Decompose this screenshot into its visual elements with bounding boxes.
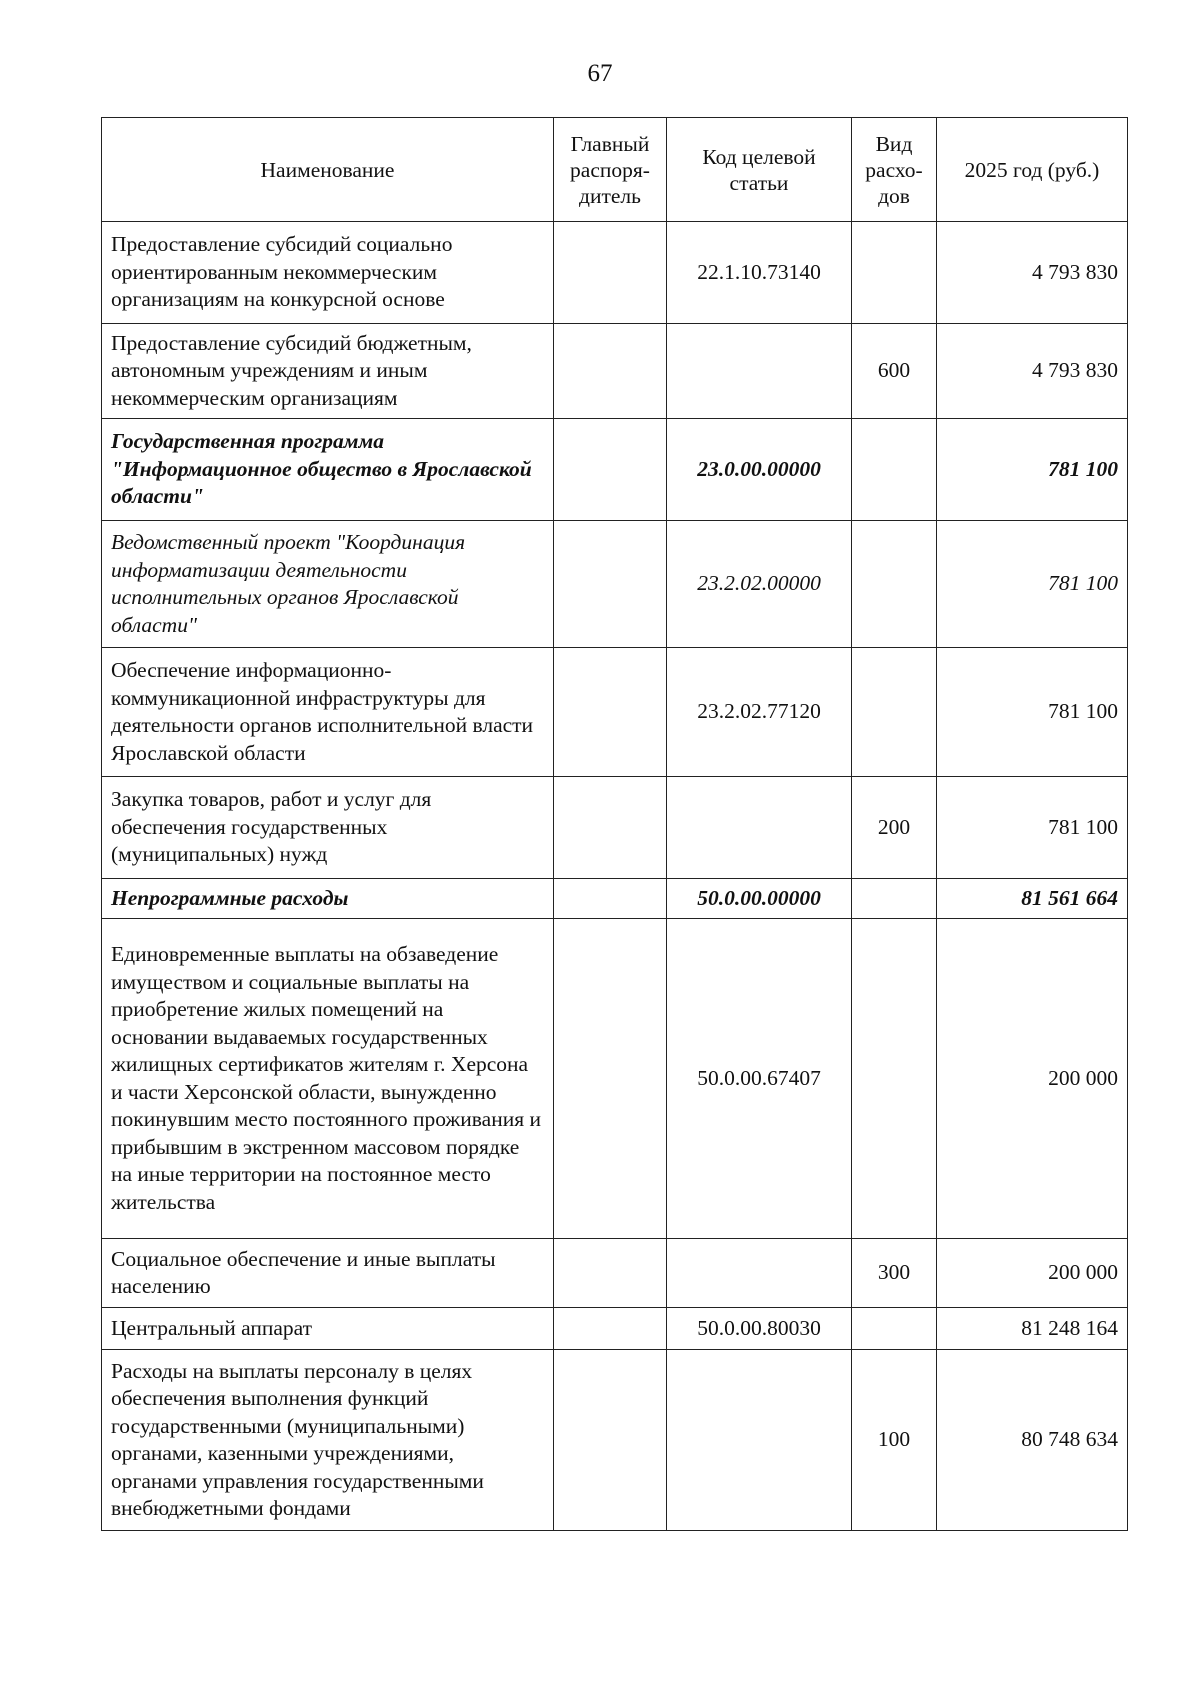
cell-manager (554, 1308, 667, 1350)
table-header-row (102, 118, 1128, 222)
cell-manager (554, 1239, 667, 1308)
cell-kind (852, 879, 937, 919)
cell-manager (554, 648, 667, 777)
cell-code: 50.0.00.67407 (667, 919, 852, 1239)
cell-amount: 781 100 (937, 777, 1128, 879)
cell-kind (852, 222, 937, 324)
table-row (102, 521, 1128, 648)
cell-amount: 81 248 164 (937, 1308, 1128, 1350)
header-name: Наименование (102, 118, 554, 222)
cell-name: Единовременные выплаты на обзаведение имуществом и социальные выплаты на приобретение жилых помещений на основании выдаваемых государственных жилищных сертификатов жителям г. Херсона и части Херсонской области, вынужденно покинувшим место постоянного проживания и прибывшим в экстренном массовом порядке на иные территории на постоянное место жительства (102, 919, 554, 1239)
cell-manager (554, 919, 667, 1239)
cell-code (667, 324, 852, 419)
cell-manager (554, 521, 667, 648)
cell-kind (852, 419, 937, 521)
table-row (102, 777, 1128, 879)
cell-amount: 200 000 (937, 919, 1128, 1239)
cell-name: Центральный аппарат (102, 1308, 554, 1350)
cell-code: 23.2.02.00000 (667, 521, 852, 648)
header-kind: Вид расхо-дов (852, 118, 937, 222)
cell-code: 50.0.00.00000 (667, 879, 852, 919)
cell-amount: 781 100 (937, 521, 1128, 648)
cell-name: Непрограммные расходы (102, 879, 554, 919)
header-manager: Главный распоря-дитель (554, 118, 667, 222)
header-amount: 2025 год (руб.) (937, 118, 1128, 222)
table-body (102, 222, 1128, 1531)
cell-kind (852, 648, 937, 777)
table-row (102, 879, 1128, 919)
cell-kind (852, 521, 937, 648)
cell-code: 23.2.02.77120 (667, 648, 852, 777)
table-row (102, 919, 1128, 1239)
cell-code: 50.0.00.80030 (667, 1308, 852, 1350)
table-row (102, 222, 1128, 324)
table-row (102, 324, 1128, 419)
cell-amount: 781 100 (937, 419, 1128, 521)
cell-amount: 4 793 830 (937, 222, 1128, 324)
cell-kind: 200 (852, 777, 937, 879)
cell-name: Обеспечение информационно-коммуникационной инфраструктуры для деятельности органов исполнительной власти Ярославской области (102, 648, 554, 777)
cell-manager (554, 777, 667, 879)
cell-amount: 81 561 664 (937, 879, 1128, 919)
cell-kind: 300 (852, 1239, 937, 1308)
cell-name: Государственная программа "Информационное общество в Ярославской области" (102, 419, 554, 521)
cell-kind: 600 (852, 324, 937, 419)
cell-name: Закупка товаров, работ и услуг для обеспечения государственных (муниципальных) нужд (102, 777, 554, 879)
cell-code (667, 777, 852, 879)
cell-code: 22.1.10.73140 (667, 222, 852, 324)
cell-amount: 80 748 634 (937, 1350, 1128, 1531)
cell-kind: 100 (852, 1350, 937, 1531)
table-row (102, 1308, 1128, 1350)
cell-manager (554, 1350, 667, 1531)
cell-amount: 4 793 830 (937, 324, 1128, 419)
budget-table (101, 117, 1128, 1531)
header-code: Код целевой статьи (667, 118, 852, 222)
cell-kind (852, 919, 937, 1239)
cell-code (667, 1350, 852, 1531)
cell-amount: 781 100 (937, 648, 1128, 777)
cell-amount: 200 000 (937, 1239, 1128, 1308)
cell-name: Социальное обеспечение и иные выплаты населению (102, 1239, 554, 1308)
cell-manager (554, 419, 667, 521)
cell-name: Расходы на выплаты персоналу в целях обеспечения выполнения функций государственными (муниципальными) органами, казенными учреждениями, органами управления государственными внебюджетными фондами (102, 1350, 554, 1531)
cell-manager (554, 879, 667, 919)
table-row (102, 419, 1128, 521)
table-row (102, 1239, 1128, 1308)
cell-code: 23.0.00.00000 (667, 419, 852, 521)
cell-manager (554, 222, 667, 324)
cell-manager (554, 324, 667, 419)
cell-kind (852, 1308, 937, 1350)
table-row (102, 1350, 1128, 1531)
cell-name: Предоставление субсидий социально ориентированным некоммерческим организациям на конкурсной основе (102, 222, 554, 324)
cell-code (667, 1239, 852, 1308)
table-row (102, 648, 1128, 777)
page-number: 67 (587, 60, 613, 87)
cell-name: Ведомственный проект "Координация информатизации деятельности исполнительных органов Ярославской области" (102, 521, 554, 648)
cell-name: Предоставление субсидий бюджетным, автономным учреждениям и иным некоммерческим организациям (102, 324, 554, 419)
